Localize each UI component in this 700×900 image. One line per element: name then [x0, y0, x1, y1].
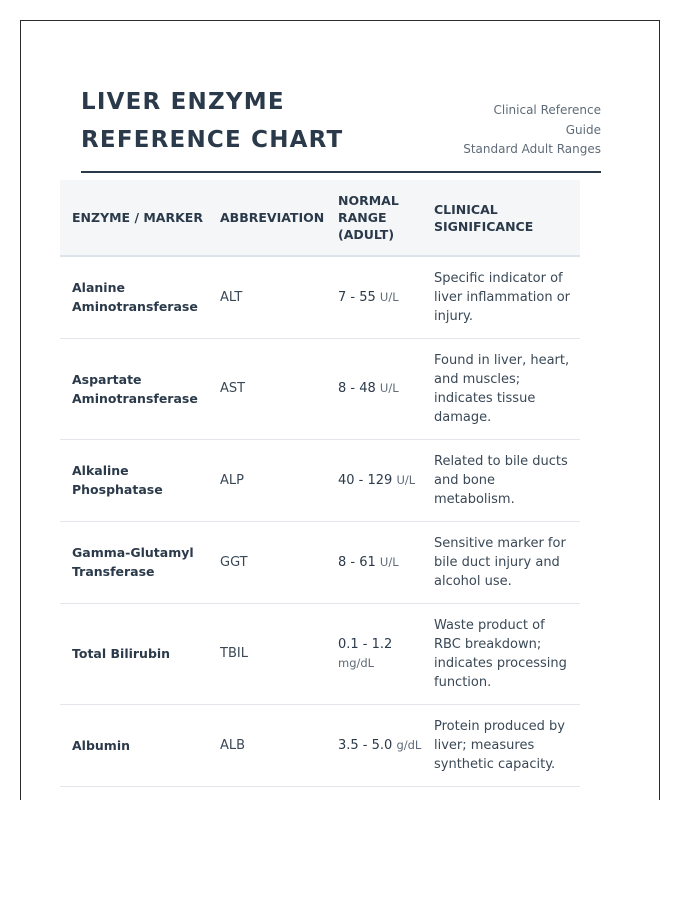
abbreviation-cell: AST	[208, 338, 326, 439]
enzyme-cell: Albumin	[60, 704, 208, 786]
enzyme-cell: Total Bilirubin	[60, 603, 208, 704]
meta-line-3: Standard Adult Ranges	[463, 142, 601, 156]
table-header	[60, 180, 580, 256]
abbreviation-cell: GGT	[208, 521, 326, 603]
range-unit: U/L	[396, 472, 416, 487]
column-header-normal-range: NORMAL RANGE (ADULT)	[326, 180, 422, 256]
table-header-row	[60, 180, 580, 256]
column-header-abbreviation: ABBREVIATION	[208, 180, 326, 256]
column-header-enzyme: ENZYME / MARKER	[60, 180, 208, 256]
range-cell	[326, 338, 422, 439]
meta-line-2: Guide	[565, 122, 601, 137]
range-value: 40 - 129	[338, 472, 393, 488]
meta-line-1: Clinical Reference	[493, 103, 601, 117]
abbreviation-cell: TBIL	[208, 603, 326, 704]
range-cell	[326, 439, 422, 521]
range-value: 8 - 48	[338, 381, 376, 396]
range-value: 3.5 - 5.0	[338, 737, 393, 753]
significance-cell: Sensitive marker for bile duct injury and alcohol use.	[422, 521, 580, 603]
table-row	[60, 521, 580, 603]
range-value: 7 - 55	[338, 289, 376, 305]
document-header	[81, 83, 601, 173]
range-cell	[326, 603, 422, 704]
enzyme-cell: Alkaline Phosphatase	[60, 439, 208, 521]
page-clip	[0, 801, 700, 900]
table-row	[60, 256, 580, 338]
enzyme-cell: Alanine Aminotransferase	[60, 256, 208, 338]
abbreviation-cell: ALT	[208, 256, 326, 338]
table-row	[60, 338, 580, 439]
significance-cell: Waste product of RBC breakdown; indicates processing function.	[422, 603, 580, 704]
significance-cell: Specific indicator of liver inflammation or injury.	[422, 256, 580, 338]
page-title: LIVER ENZYME REFERENCE CHART	[81, 89, 344, 153]
enzyme-cell: Gamma-Glutamyl Transferase	[60, 521, 208, 603]
column-header-clinical-significance: CLINICAL SIGNIFICANCE	[422, 180, 580, 256]
table-row	[60, 704, 580, 786]
range-cell	[326, 704, 422, 786]
table-row	[60, 603, 580, 704]
abbreviation-cell: ALP	[208, 439, 326, 521]
significance-cell: Related to bile ducts and bone metabolism.	[422, 439, 580, 521]
range-unit: U/L	[379, 554, 399, 569]
range-value: 8 - 61	[338, 554, 376, 570]
abbreviation-cell: ALB	[208, 704, 326, 786]
enzyme-cell: Aspartate Aminotransferase	[60, 338, 208, 439]
range-cell	[326, 256, 422, 338]
range-unit: g/dL	[396, 737, 422, 752]
range-unit: mg/dL	[338, 655, 375, 670]
range-value: 0.1 - 1.2	[338, 636, 393, 652]
significance-cell: Protein produced by liver; measures synthetic capacity.	[422, 704, 580, 786]
range-unit: U/L	[379, 381, 399, 395]
document-meta	[441, 101, 601, 160]
range-cell	[326, 521, 422, 603]
significance-cell: Found in liver, heart, and muscles; indicates tissue damage.	[422, 338, 580, 439]
table-row	[60, 439, 580, 521]
range-unit: U/L	[379, 289, 399, 304]
enzyme-reference-table	[60, 180, 580, 787]
